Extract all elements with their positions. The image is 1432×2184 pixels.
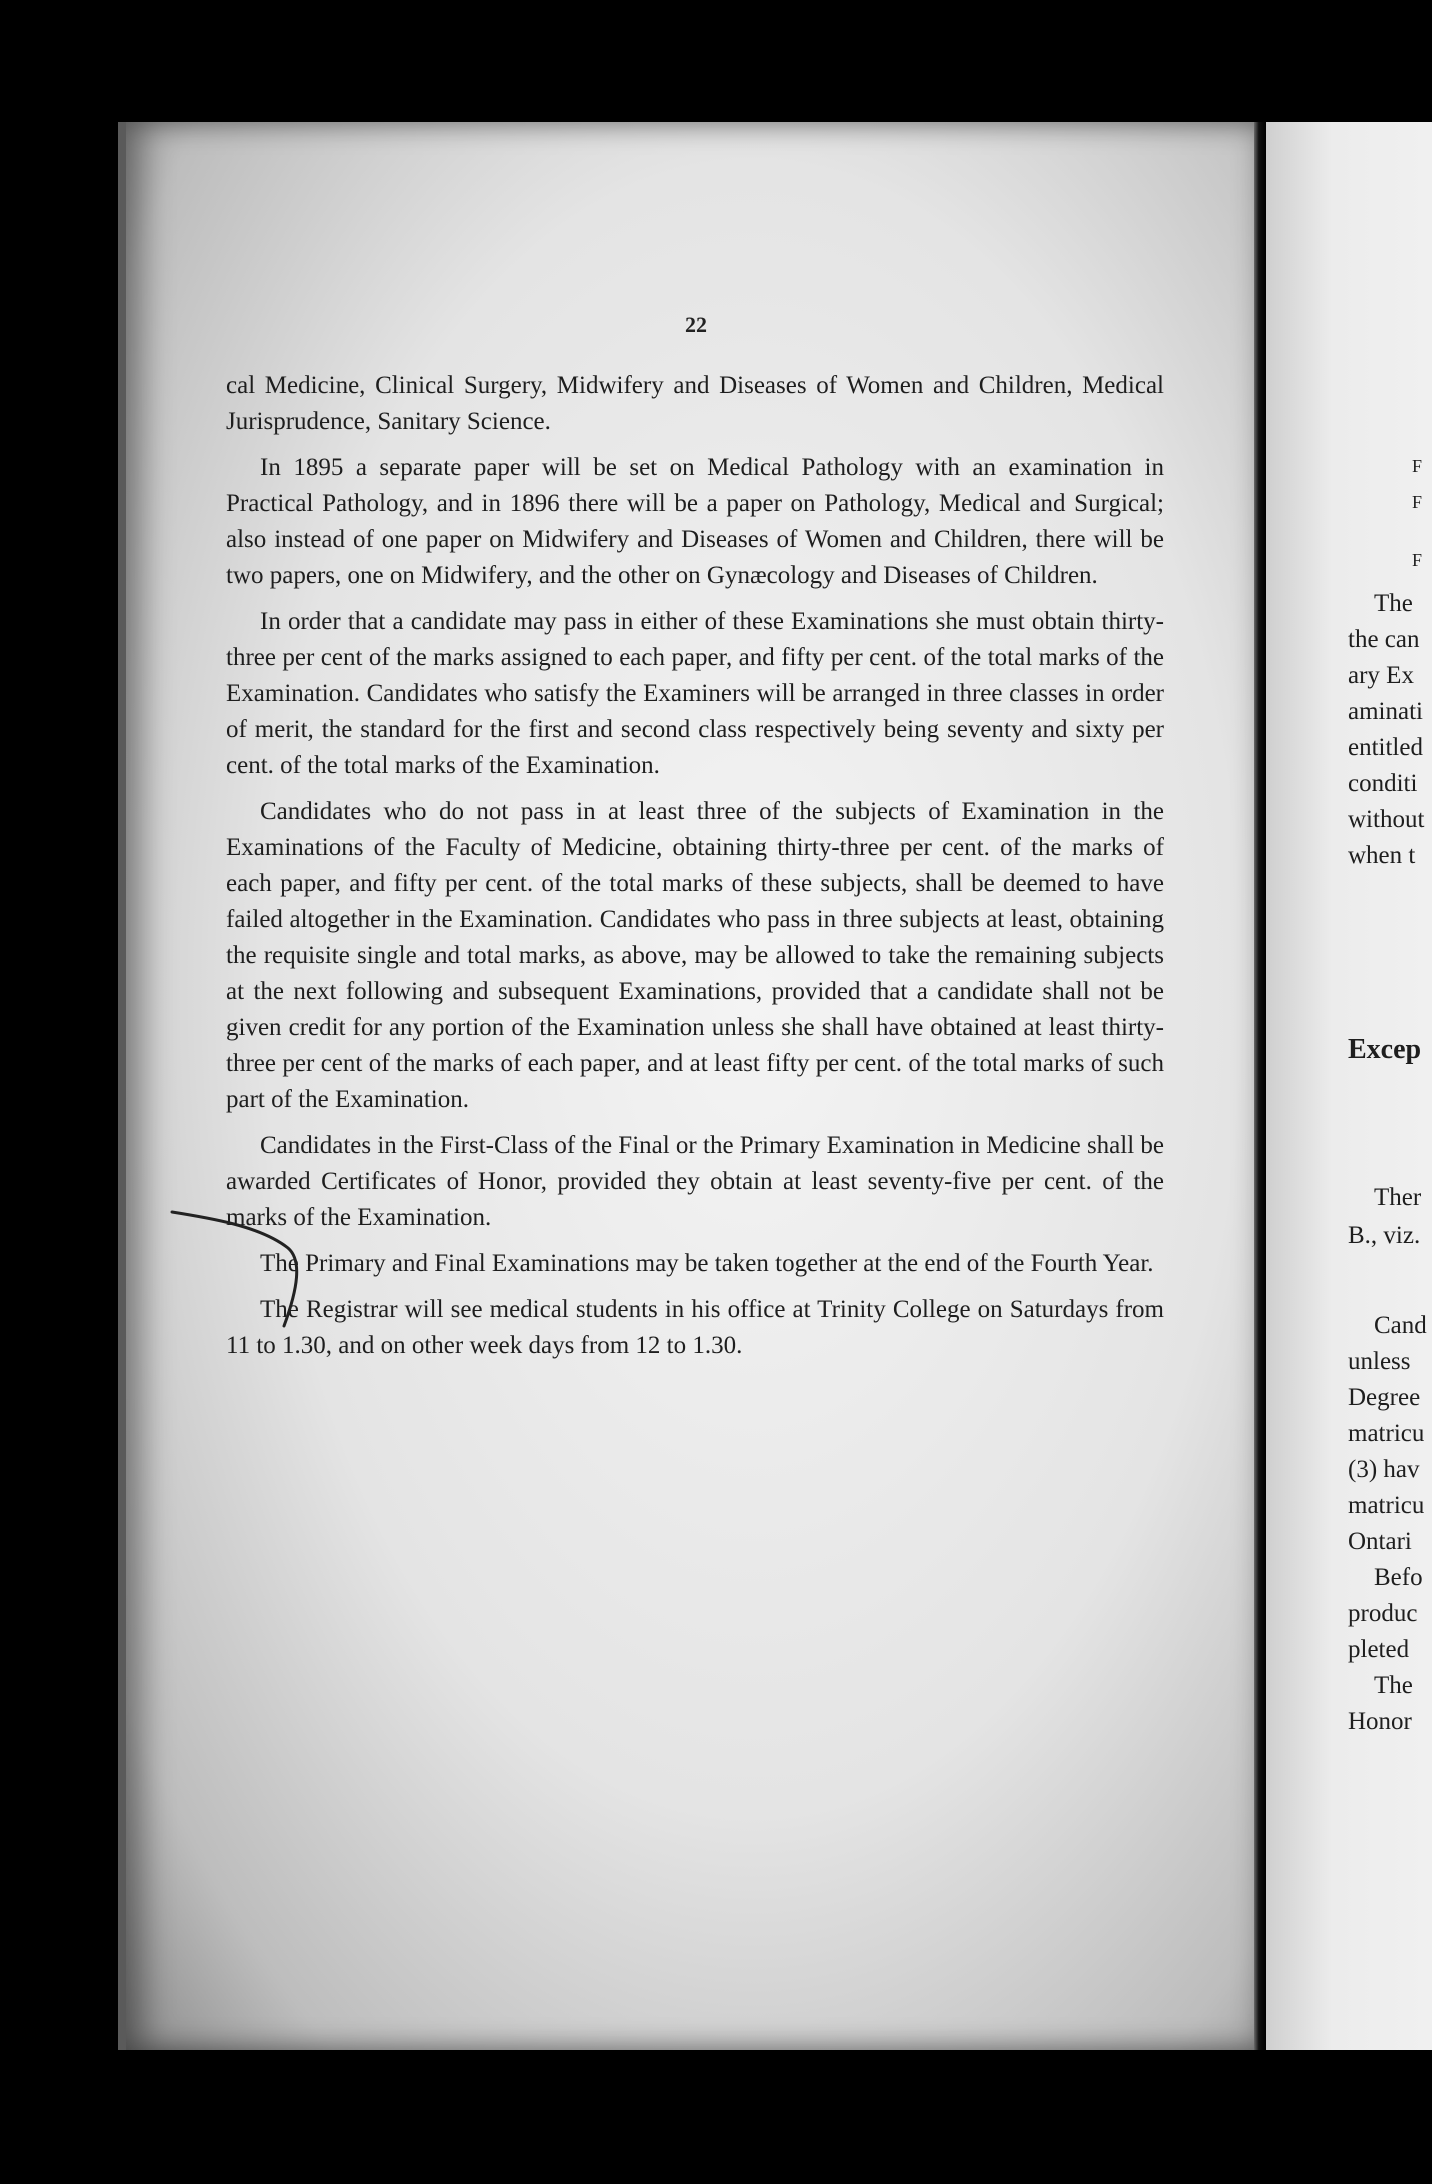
right-fragment: unless (1348, 1348, 1411, 1375)
right-page (1266, 122, 1432, 2050)
right-fragment: matricu (1348, 1420, 1425, 1447)
right-fragment: The (1374, 1672, 1413, 1699)
right-fragment: Ther (1374, 1184, 1422, 1211)
right-fragment: produc (1348, 1600, 1418, 1627)
right-fragment: The (1374, 590, 1413, 617)
right-fragment: Ontari (1348, 1528, 1412, 1555)
right-fragment: pleted (1348, 1636, 1410, 1663)
paragraph-2: In 1895 a separate paper will be set on Medical Pathology with an examination in Practical Pathology, and in 1896 there will be a paper on Pathology, Medical and Surgical; also instead of one paper on Midwifery and Diseases of Women and Children, there will be two papers, one on Midwifery, and the other on Gynæcology and Diseases of Children. (226, 454, 1164, 589)
right-fragment: when t (1348, 842, 1416, 869)
book-gutter (1254, 122, 1266, 2050)
paragraph-3: In order that a candidate may pass in either of these Examinations she must obtain thirty-three per cent of the marks assigned to each paper, and fifty per cent. of the total marks of the Examination. Candidates who satisfy the Examiners will be arranged in three classes in order of merit, the standard for the first and second class respectively being seventy and sixty per cent. of the total marks of the Examination. (226, 608, 1164, 779)
right-fragment: F (1412, 550, 1423, 570)
right-fragment: matricu (1348, 1492, 1425, 1519)
right-fragment: Cand (1374, 1312, 1427, 1339)
right-fragment: Honor (1348, 1708, 1412, 1735)
handwritten-bracket-mark (170, 1208, 310, 1348)
right-fragment: Befo (1374, 1564, 1423, 1591)
right-fragment: the can (1348, 626, 1420, 653)
right-fragment: without (1348, 806, 1425, 833)
paragraph-4: Candidates who do not pass in at least three of the subjects of Examination in the Examinations of the Faculty of Medicine, obtaining thirty-three per cent. of the marks of each paper, and fifty per cent. of the total marks of these subjects, shall be deemed to have failed altogether in the Examination. Candidates who pass in three subjects at least, obtaining the requisite single and total marks, as above, may be allowed to take the remaining subjects at the next following and subsequent Examinations, provided that a candidate shall not be given credit for any portion of the Examination unless she shall have obtained at least thirty-three per cent of the marks of each paper, and at least fifty per cent. of the total marks of such part of the Examination. (226, 798, 1164, 1113)
right-fragment: Degree (1348, 1384, 1421, 1411)
right-fragment: entitled (1348, 734, 1423, 761)
paragraph-6: The Primary and Final Examinations may be taken together at the end of the Fourth Year. (260, 1250, 1154, 1277)
paragraph-7: The Registrar will see medical students in his office at Trinity College on Saturdays from 11 to 1.30, and on other week days from 12 to 1.30. (226, 1296, 1164, 1359)
page-number: 22 (685, 312, 707, 337)
right-fragment: (3) hav (1348, 1456, 1420, 1483)
right-section-heading: Excep (1348, 1034, 1422, 1065)
right-fragment: F (1412, 456, 1423, 476)
left-page-body (226, 368, 1164, 1374)
paragraph-1: cal Medicine, Clinical Surgery, Midwifery and Diseases of Women and Children, Medical Jurisprudence, Sanitary Science. (226, 372, 1164, 435)
right-fragment: F (1412, 492, 1423, 512)
paragraph-5: Candidates in the First-Class of the Final or the Primary Examination in Medicine shall be awarded Certificates of Honor, provided they obtain at least seventy-five per cent. of the marks of the Examination. (226, 1132, 1165, 1231)
right-fragment: ary Ex (1348, 662, 1414, 689)
right-fragment: B., viz. (1348, 1222, 1421, 1249)
right-fragment: conditi (1348, 770, 1418, 797)
right-fragment: aminati (1348, 698, 1423, 725)
